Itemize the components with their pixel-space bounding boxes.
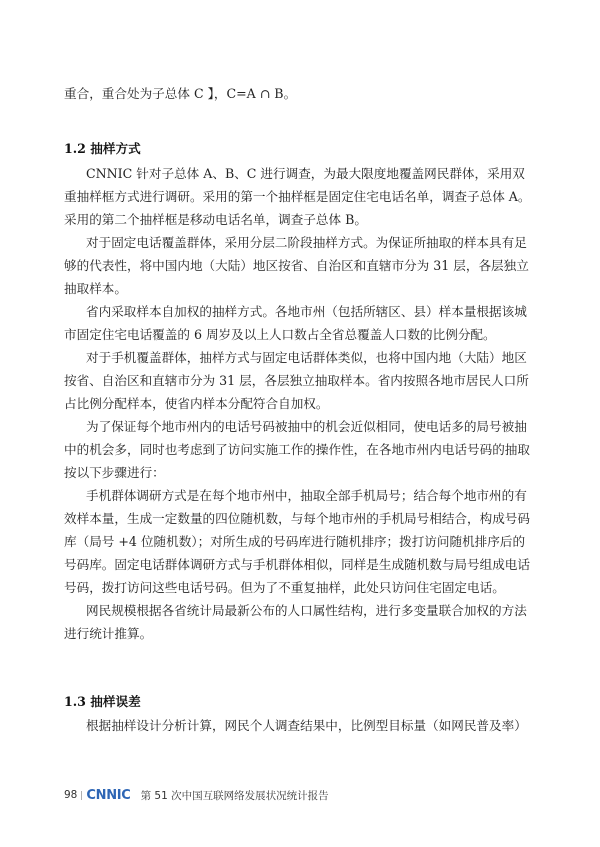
paragraph-line: 重抽样框方式进行调研。采用的第一个抽样框是固定住宅电话名单，调查子总体 A。 [64, 189, 531, 204]
continued-paragraph-line: 重合，重合处为子总体 C 】，C=A ∩ B。 [64, 86, 297, 101]
page-footer [64, 786, 329, 804]
paragraph-line: 中的机会多，同时也考虑到了访问实施工作的操作性，在各地市州内电话号码的抽取 [64, 442, 530, 457]
section-heading-sampling-error: 1.3 抽样误差 [64, 694, 141, 709]
paragraph-line: 网民规模根据各省统计局最新公布的人口属性结构，进行多变量联合加权的方法 [86, 603, 527, 618]
paragraph-line: CNNIC 针对子总体 A、B、C 进行调查，为最大限度地覆盖网民群体，采用双 [86, 166, 525, 181]
paragraph-line: 号码，拨打访问这些电话号码。但为了不重复抽样，此处只访问住宅固定电话。 [64, 580, 505, 595]
paragraph-line: 对于手机覆盖群体，抽样方式与固定电话群体类似，也将中国内地（大陆）地区 [86, 350, 527, 365]
report-title: 第 51 次中国互联网络发展状况统计报告 [140, 789, 329, 802]
paragraph-line: 抽取样本。 [64, 281, 127, 296]
section-heading-sampling-method: 1.2 抽样方式 [64, 141, 141, 156]
paragraph-line: 市固定住宅电话覆盖的 6 周岁及以上人口数占全省总覆盖人口数的比例分配。 [64, 327, 496, 342]
paragraph-line: 够的代表性，将中国内地（大陆）地区按省、自治区和直辖市分为 31 层，各层独立 [64, 258, 529, 273]
paragraph-line: 为了保证每个地市州内的电话号码被抽中的机会近似相同，使电话多的局号被抽 [86, 419, 527, 434]
paragraph-line: 省内采取样本自加权的抽样方式。各地市州（包括所辖区、县）样本量根据该城 [86, 304, 527, 319]
paragraph-line: 效样本量，生成一定数量的四位随机数，与每个地市州的手机局号相结合，构成号码 [64, 511, 530, 526]
paragraph-line: 采用的第二个抽样框是移动电话名单，调查子总体 B。 [64, 212, 367, 227]
cnnic-logo: CNNIC [86, 787, 131, 803]
paragraph-line: 手机群体调研方式是在每个地市州中，抽取全部手机局号；结合每个地市州的有 [86, 488, 527, 503]
paragraph-line: 按省、自治区和直辖市分为 31 层，各层独立抽取样本。省内按照各地市居民人口所 [64, 373, 529, 388]
paragraph-line: 库（局号 +4 位随机数）；对所生成的号码库进行随机排序；拨打访问随机排序后的 [64, 534, 526, 549]
paragraph-line: 按以下步骤进行： [64, 465, 165, 480]
paragraph-line: 进行统计推算。 [64, 626, 153, 641]
paragraph-line: 对于固定电话覆盖群体，采用分层二阶段抽样方式。为保证所抽取的样本具有足 [86, 235, 527, 250]
paragraph-line: 占比例分配样本，使省内样本分配符合自加权。 [64, 396, 329, 411]
paragraph-line: 根据抽样设计分析计算，网民个人调查结果中，比例型目标量（如网民普及率） [86, 718, 527, 733]
footer-divider [81, 791, 82, 800]
paragraph-line: 号码库。固定电话群体调研方式与手机群体相似，同样是生成随机数与局号组成电话 [64, 557, 530, 572]
page-number: 98 [64, 789, 78, 801]
